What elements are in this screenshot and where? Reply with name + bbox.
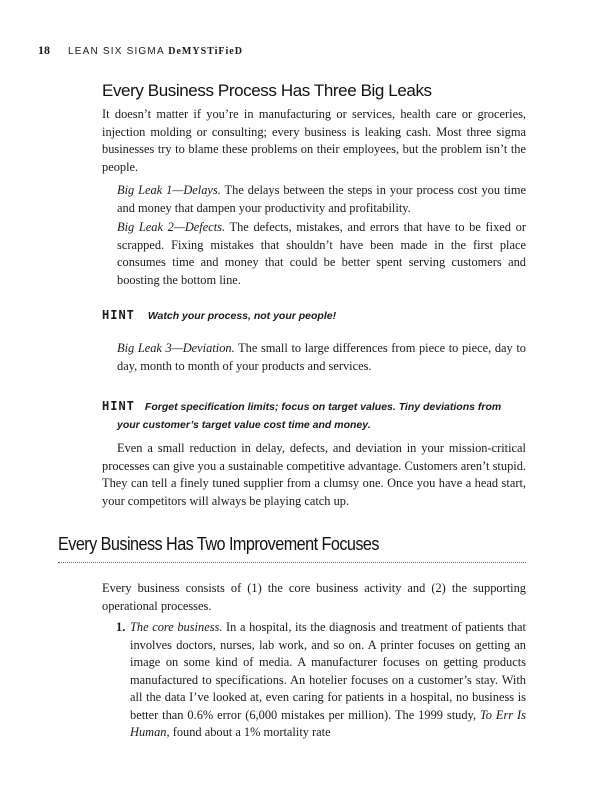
big-leak-3-text: The small to large differences from piece to piece, day to day, month to month of your products and services.	[117, 341, 526, 373]
big-leak-1-label: Big Leak 1—Delays.	[117, 183, 221, 197]
page-number: 18	[38, 43, 50, 57]
intro-paragraph: It doesn’t matter if you’re in manufacturing or services, health care or groceries, injection molding or consulting; every business is leaking cash. Most three sigma businesses try to blame these problems on their employees, but the problem isn’t the people.	[102, 107, 526, 174]
hint-box-1	[102, 307, 336, 326]
list-item-label: The core business.	[130, 620, 223, 634]
list-item-text-a: In a hospital, its the diagnosis and treatment of patients that involves doctors, nurses, lab work, and so on. A printer focuses on getting an image on some kind of media. A manufacturer focuses on getting products manufactured to specifications. An hotelier focuses on a customer’s stay. With all the data I’ve looked at, even caring for patients in a hospital, no business is better than 0.6% error (6,000 mistakes per million). The 1999 study,	[130, 620, 527, 722]
hint-text-line-1: Forget specification limits; focus on target values. Tiny deviations from	[144, 401, 502, 413]
closing-paragraph: Even a small reduction in delay, defects, and deviation in your mission-critical processes can give you a sustainable competitive advantage. Customers aren’t stupid. They can tell a finely tuned supplier from a clumsy one. Once you have a head start, your competitors will always be playing catch up.	[102, 441, 526, 508]
running-header	[38, 43, 243, 58]
focuses-intro-paragraph: Every business consists of (1) the core business activity and (2) the supporting operational processes.	[102, 581, 526, 613]
big-leak-2	[117, 219, 526, 289]
running-title: LEAN SIX SIGMA	[67, 46, 165, 57]
list-item	[130, 619, 526, 742]
study-title: To Err Is Human,	[130, 707, 526, 739]
heading-divider	[58, 562, 526, 563]
big-leak-1-text: The delays between the steps in your process cost you time and money that dampen your productivity and profitability.	[117, 183, 526, 215]
big-leak-2-label: Big Leak 2—Defects.	[117, 220, 226, 234]
hint-tag: HINT	[102, 308, 135, 322]
big-leak-2-text: The defects, mistakes, and errors that have to be fixed or scrapped. Fixing mistakes that shouldn’t have been made in the first place consumes time and money that could be better spent serving customers and boosting the bottom line.	[117, 220, 526, 287]
hint-box-2	[102, 397, 526, 434]
section-heading-focuses: Every Business Has Two Improvement Focuses	[58, 534, 379, 554]
big-leak-3	[117, 340, 526, 375]
list-item-text-b: found about a 1% mortality rate	[169, 725, 331, 739]
list-item-number: 1.	[116, 620, 126, 634]
section-heading-leaks: Every Business Process Has Three Big Leaks	[102, 81, 432, 100]
series-brand: DeMYSTiFieD	[168, 46, 243, 57]
big-leak-1	[117, 182, 526, 217]
hint-text: Watch your process, not your people!	[147, 310, 337, 322]
hint-tag: HINT	[102, 399, 135, 413]
hint-text-line-2: your customer’s target value cost time and money.	[117, 419, 371, 431]
big-leak-3-label: Big Leak 3—Deviation.	[117, 341, 235, 355]
